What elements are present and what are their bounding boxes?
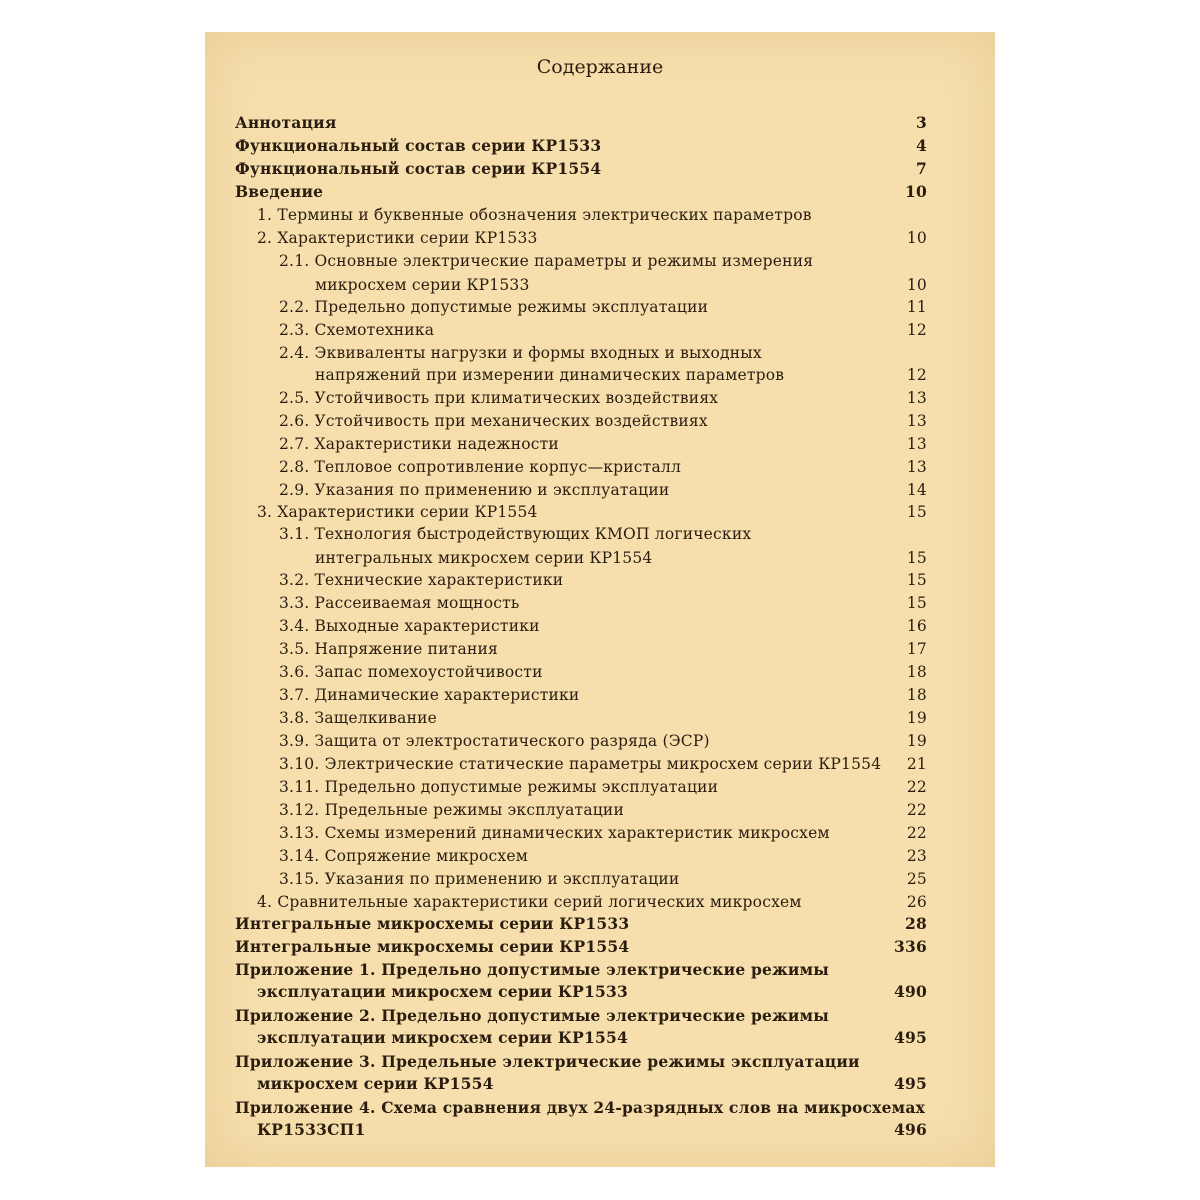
toc-entry-title: Интегральные микросхемы серии КР1533 [235, 914, 630, 933]
toc-page-number: 11 [906, 298, 927, 316]
toc-page-number: 28 [905, 914, 927, 933]
toc-page-number: 14 [906, 481, 927, 499]
toc-page-number: 12 [906, 366, 927, 384]
toc-entry-title: Приложение 1. Предельно допустимые электрические режимы [235, 960, 830, 979]
toc-entry-title: 2.4. Эквиваленты нагрузки и формы входных и выходных [279, 344, 762, 362]
toc-page-number: 495 [894, 1028, 927, 1047]
toc-entry-title: 3.5. Напряжение питания [279, 640, 499, 658]
toc-page-number: 22 [906, 824, 927, 842]
toc-entry-title-continued: КР1533СП1 [257, 1120, 366, 1139]
toc-entry-title: Введение [235, 182, 324, 201]
toc-entry-title: 2.8. Тепловое сопротивление корпус—кристалл [279, 458, 681, 476]
toc-page-number: 7 [916, 159, 927, 178]
toc-entry-title: Функциональный состав серии КР1533 [235, 136, 602, 155]
toc-entry-title: 1. Термины и буквенные обозначения электрических параметров [257, 206, 812, 224]
page-title: Содержание [536, 56, 664, 78]
toc-page-number: 16 [906, 617, 927, 635]
toc-entry-title: 2.5. Устойчивость при климатических воздействиях [279, 389, 719, 407]
toc-entry-title: 3.15. Указания по применению и эксплуатации [279, 870, 680, 888]
toc-entry-title: 2.1. Основные электрические параметры и режимы измерения [279, 252, 814, 270]
table-of-contents [205, 32, 995, 1167]
toc-page-number: 4 [916, 136, 927, 155]
toc-page-number: 3 [916, 113, 927, 132]
toc-page-number: 15 [906, 503, 927, 521]
toc-page-number: 21 [906, 755, 927, 773]
toc-entry-title: Аннотация [235, 113, 337, 132]
toc-entry-title: 4. Сравнительные характеристики серий логических микросхем [257, 893, 802, 911]
toc-page-number: 496 [894, 1120, 927, 1139]
toc-page-number: 19 [906, 709, 927, 727]
toc-entry-title: 3.8. Защелкивание [279, 709, 438, 727]
toc-entry-title: 2.3. Схемотехника [279, 321, 435, 339]
toc-entry-title: 3.2. Технические характеристики [279, 571, 564, 589]
toc-entry-title-continued: эксплуатации микросхем серии КР1554 [257, 1028, 628, 1047]
toc-entry-title: 2.2. Предельно допустимые режимы эксплуатации [279, 298, 709, 316]
toc-entry-title: 2.9. Указания по применению и эксплуатации [279, 481, 670, 499]
toc-page-number: 10 [906, 229, 927, 247]
toc-entry-title: 3.10. Электрические статические параметры микросхем серии КР1554 [279, 755, 882, 773]
toc-page-number: 22 [906, 778, 927, 796]
toc-entry-title: 3.7. Динамические характеристики [279, 686, 580, 704]
toc-page-number: 15 [906, 549, 927, 567]
toc-entry-title: 3.9. Защита от электростатического разряда (ЭСР) [279, 732, 710, 750]
toc-page-number: 13 [906, 458, 927, 476]
toc-page-number: 495 [894, 1074, 927, 1093]
toc-page-number: 13 [906, 412, 927, 430]
toc-entry-title: 2.6. Устойчивость при механических воздействиях [279, 412, 708, 430]
toc-entry-title: Приложение 3. Предельные электрические режимы эксплуатации [235, 1052, 860, 1071]
toc-page-number: 15 [906, 594, 927, 612]
toc-page-number: 10 [906, 276, 927, 294]
toc-page-number: 490 [894, 982, 927, 1001]
toc-page-number: 26 [906, 893, 927, 911]
toc-page-number: 23 [906, 847, 927, 865]
toc-page-number: 22 [906, 801, 927, 819]
toc-entry-title: 2.7. Характеристики надежности [279, 435, 559, 453]
toc-entry-title: 3.1. Технология быстродействующих КМОП логических [279, 525, 752, 543]
document-page [205, 32, 995, 1167]
toc-entry-title-continued: интегральных микросхем серии КР1554 [315, 549, 653, 567]
toc-entry-title: 3. Характеристики серии КР1554 [257, 503, 538, 521]
toc-entry-title: 2. Характеристики серии КР1533 [257, 229, 538, 247]
toc-entry-title: 3.13. Схемы измерений динамических характеристик микросхем [279, 824, 830, 842]
toc-entry-title: 3.6. Запас помехоустойчивости [279, 663, 543, 681]
toc-page-number: 12 [906, 321, 927, 339]
toc-entry-title: Интегральные микросхемы серии КР1554 [235, 937, 630, 956]
toc-entry-title: 3.11. Предельно допустимые режимы эксплуатации [279, 778, 719, 796]
toc-entry-title-continued: эксплуатации микросхем серии КР1533 [257, 982, 628, 1001]
toc-entry-title-continued: напряжений при измерении динамических параметров [315, 366, 785, 384]
toc-page-number: 18 [906, 686, 927, 704]
toc-entry-title: 3.12. Предельные режимы эксплуатации [279, 801, 624, 819]
toc-entry-title: 3.4. Выходные характеристики [279, 617, 540, 635]
toc-entry-title: Приложение 2. Предельно допустимые электрические режимы [235, 1006, 830, 1025]
toc-entry-title-continued: микросхем серии КР1533 [315, 276, 530, 294]
toc-entry-title: 3.3. Рассеиваемая мощность [279, 594, 520, 612]
toc-page-number: 25 [906, 870, 927, 888]
toc-page-number: 17 [906, 640, 927, 658]
toc-page-number: 10 [905, 182, 927, 201]
toc-entry-title: 3.14. Сопряжение микросхем [279, 847, 528, 865]
toc-entry-title-continued: микросхем серии КР1554 [257, 1074, 494, 1093]
toc-page-number: 19 [906, 732, 927, 750]
toc-entry-title: Приложение 4. Схема сравнения двух 24-разрядных слов на микросхемах [235, 1098, 926, 1117]
toc-page-number: 13 [906, 389, 927, 407]
toc-page-number: 18 [906, 663, 927, 681]
toc-page-number: 13 [906, 435, 927, 453]
toc-page-number: 15 [906, 571, 927, 589]
toc-entry-title: Функциональный состав серии КР1554 [235, 159, 602, 178]
toc-page-number: 336 [894, 937, 927, 956]
